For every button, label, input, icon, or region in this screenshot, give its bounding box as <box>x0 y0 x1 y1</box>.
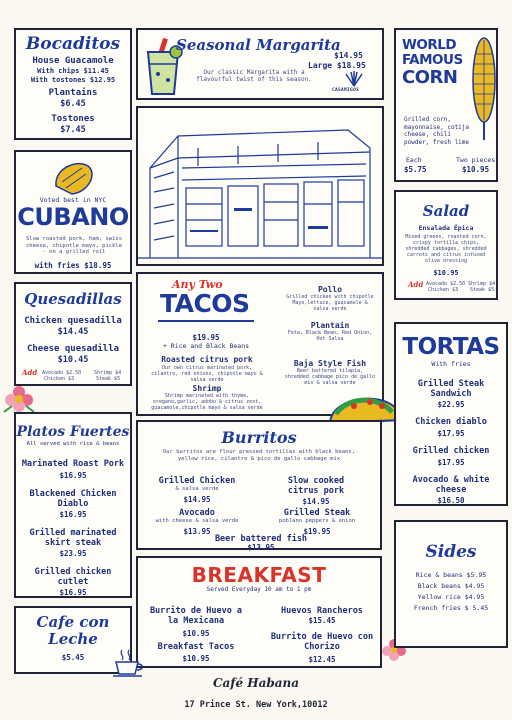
tortas-card <box>394 322 508 506</box>
sides-card <box>394 520 508 648</box>
breakfast-item-price: $15.45 <box>308 616 336 625</box>
sides-title: Sides <box>425 542 477 562</box>
breakfast-item-price: $10.95 <box>182 654 210 663</box>
platos-title: Platos Fuertes <box>16 424 130 440</box>
burritos-card <box>136 420 382 550</box>
torta-item-price: $16.50 <box>437 495 465 505</box>
taco-item-desc: Our own citrus marinated pork, cilantro, red onions, chipotle mayo & salsa verde <box>151 365 263 383</box>
salad-item-name: Ensalada Épica <box>418 224 474 232</box>
quesadillas-addon: Shrimp $4 <box>94 370 122 376</box>
burritos-description: Our burritos are flour pressed tortillas with black beans, yellow rice, cilantro & pico de gallo cabbage mix <box>162 449 356 462</box>
torta-item-price: $22.95 <box>437 399 465 409</box>
tacos-underline <box>158 320 254 322</box>
flower-icon <box>2 382 36 416</box>
taco-item-desc: Beer battered tilapia, shredded cabbage pico de gallo mix & salsa verde <box>284 368 376 386</box>
plato-item-price: $16.95 <box>59 470 87 480</box>
salad-price: $10.95 <box>433 268 459 277</box>
sides-item: Yellow rice $4.95 <box>417 593 485 601</box>
bocaditos-item-name: House Guacamole <box>32 56 114 66</box>
taco-item-desc: Feta, Black Bean, Red Onion, Hot Salsa <box>287 330 373 342</box>
breakfast-title: BREAKFAST <box>191 563 327 587</box>
platos-card <box>14 412 132 598</box>
cubano-price: with fries $18.95 <box>34 261 112 270</box>
taco-item-name: Roasted citrus pork <box>161 355 253 364</box>
quesadillas-addon: Avocado $2.50 <box>42 370 82 376</box>
taco-item-name: Pollo <box>317 285 343 294</box>
margarita-large-price: Large $18.95 <box>308 61 366 70</box>
corn-title-line: CORN <box>402 67 458 88</box>
torta-item-name: Grilled Steak Sandwich <box>417 378 485 399</box>
sides-item: French fries $ 5.45 <box>413 604 489 612</box>
margarita-description: Our classic Margarita with a flavourful twist of this season. <box>196 69 312 83</box>
corn-cob-icon <box>470 34 498 142</box>
corn-title <box>402 38 463 88</box>
tacos-any-two: Any Two <box>172 278 223 291</box>
salad-addon: Steak $5 <box>470 287 495 293</box>
margarita-title: Seasonal Margarita <box>176 36 341 54</box>
burrito-item-desc: with cheese & salsa verde <box>155 518 239 524</box>
agave-logo-icon <box>342 70 366 88</box>
sides-item: Rice & beans $5.95 <box>415 571 487 579</box>
burrito-item-price: $13.95 <box>183 527 211 536</box>
tacos-title: TACOS <box>160 289 250 318</box>
quesadilla-item-price: $14.45 <box>57 327 89 337</box>
corn-title-line: FAMOUS <box>402 52 463 68</box>
plato-item-price: $16.95 <box>59 509 87 519</box>
cafe-title <box>16 614 130 648</box>
bocaditos-item-detail: With tostones $12.95 <box>30 75 116 84</box>
burrito-item-price: $19.95 <box>303 527 331 536</box>
bocaditos-item-detail: With chips $11.45 <box>37 67 109 75</box>
bocaditos-item-price: $7.45 <box>60 125 86 135</box>
quesadillas-card <box>14 282 132 386</box>
corn-two-label: Two pieces <box>456 156 496 164</box>
corn-title-line: WORLD <box>402 37 457 53</box>
torta-item-name: Chicken diablo <box>415 416 487 427</box>
platos-subtitle: All served with rice & beans <box>26 441 120 447</box>
tortas-subtitle: With fries <box>431 360 471 368</box>
bocaditos-title: Bocaditos <box>25 34 121 54</box>
quesadillas-addon: Chicken $3 <box>44 376 75 382</box>
plato-item-name: Blackened Chicken Diablo <box>29 488 117 509</box>
storefront-illustration <box>138 108 382 264</box>
salad-title: Salad <box>422 202 470 220</box>
torta-item-price: $17.95 <box>437 457 465 467</box>
salad-card <box>394 190 498 300</box>
quesadilla-item-name: Cheese quesadilla <box>26 344 120 354</box>
torta-item-name: Avocado & white cheese <box>412 474 490 495</box>
sides-item: Black beans $4.95 <box>417 582 485 590</box>
bocaditos-item-name: Plantains <box>48 88 98 98</box>
salad-addon: Shrimp $4 <box>468 281 496 287</box>
breakfast-item-name: Breakfast Tacos <box>157 642 235 652</box>
torta-item-price: $17.95 <box>437 428 465 438</box>
taco-item-desc: Grilled chicken with chipotle Mayo,lettuce, guacamole & salsa verde <box>286 294 374 312</box>
sandwich-icon <box>52 156 96 196</box>
taco-item-desc: Shrimp marinated with thyme, oregano,garlic, adobo & citrus zest, guacamole,chipotle mayo & salsa verde <box>151 393 263 411</box>
quesadillas-title: Quesadillas <box>24 290 122 308</box>
breakfast-item-price: $10.95 <box>182 629 210 638</box>
salad-addon: Avocado $2.50 <box>426 281 466 287</box>
burrito-item-desc: poblano peppers & onion <box>278 518 356 524</box>
quesadilla-item-name: Chicken quesadilla <box>24 316 122 326</box>
bocaditos-item-name: Tostones <box>51 114 95 124</box>
plato-item-name: Grilled marinated skirt steak <box>29 527 117 548</box>
cafe-title-line: Leche <box>48 630 98 648</box>
breakfast-item-name: Huevos Rancheros <box>281 606 363 616</box>
coffee-cup-icon <box>112 648 146 678</box>
footer-address: 17 Prince St. New York,10012 <box>184 700 328 710</box>
taco-item-name: Plantain <box>310 321 350 330</box>
corn-each-label: Each <box>406 156 422 164</box>
breakfast-subtitle: Served Everyday 10 am to 1 pm <box>206 586 312 593</box>
torta-item-name: Grilled chicken <box>412 445 490 456</box>
burrito-item-name: Beer battered fish <box>214 534 308 544</box>
burrito-item-desc: & salsa verde <box>175 486 219 492</box>
bocaditos-card <box>14 28 132 140</box>
breakfast-item-name: Burrito de Huevo con Chorizo <box>270 632 374 652</box>
plato-item-price: $16.95 <box>59 587 87 597</box>
plato-item-name: Grilled chicken cutlet <box>34 566 112 587</box>
corn-description: Grilled corn, mayonnaise, cotija cheese, chili powder, fresh lime <box>404 116 470 146</box>
breakfast-card <box>136 556 382 668</box>
cubano-voted: Voted best in NYC <box>39 196 107 204</box>
cafe-habana-logo: Café Habana <box>212 676 300 690</box>
burrito-item-price: $14.95 <box>302 497 330 506</box>
cafe-price: $5.45 <box>61 653 85 662</box>
plato-item-price: $23.95 <box>59 548 87 558</box>
burrito-item-price: $13.95 <box>247 543 275 552</box>
burrito-item-name: Slow cooked citrus pork <box>287 476 345 496</box>
margarita-card <box>136 28 384 100</box>
cubano-title: CUBANO <box>17 203 129 231</box>
tortas-title: TORTAS <box>402 334 500 360</box>
cubano-description: Slow roasted pork, ham, swiss cheese, chipotle mayo, pickle - on a grilled roll <box>25 236 123 255</box>
casamigos-logo: CASAMIGOS <box>332 88 360 93</box>
corn-each-price: $5.75 <box>404 165 427 174</box>
tacos-price: $19.95 <box>192 333 220 342</box>
storefront-illustration-card <box>136 106 384 266</box>
quesadilla-item-price: $10.45 <box>57 355 89 365</box>
salad-addon: Chicken $3 <box>428 287 459 293</box>
cubano-card <box>14 150 132 274</box>
burrito-item-name: Grilled Steak <box>283 508 351 518</box>
breakfast-item-name: Burrito de Huevo a la Mexicana <box>149 606 243 626</box>
burrito-item-price: $14.95 <box>183 495 211 504</box>
quesadillas-add-label: Add <box>22 368 38 377</box>
margarita-price: $14.95 <box>334 51 363 60</box>
plato-item-name: Marinated Roast Pork <box>21 458 125 469</box>
corn-two-price: $10.95 <box>462 165 490 174</box>
tacos-sides: + Rice and Black Beans <box>162 342 250 350</box>
breakfast-item-price: $12.45 <box>308 655 336 664</box>
quesadillas-addon: Steak $5 <box>96 376 121 382</box>
cafe-title-line: Cafe con <box>36 613 110 631</box>
bocaditos-item-price: $6.45 <box>60 99 86 109</box>
salad-description: Mixed greens, roasted corn, crispy tortilla chips, shredded cabbages, shredded carrots and citrus infused olive dressing <box>405 233 487 264</box>
taco-item-name: Baja Style Fish <box>293 359 367 368</box>
salad-add-label: Add <box>408 280 424 289</box>
taco-item-name: Shrimp <box>192 384 222 393</box>
burrito-item-name: Grilled Chicken <box>158 476 236 486</box>
corn-card <box>394 28 498 182</box>
burritos-title: Burritos <box>221 428 297 447</box>
burrito-item-name: Avocado <box>179 508 215 518</box>
